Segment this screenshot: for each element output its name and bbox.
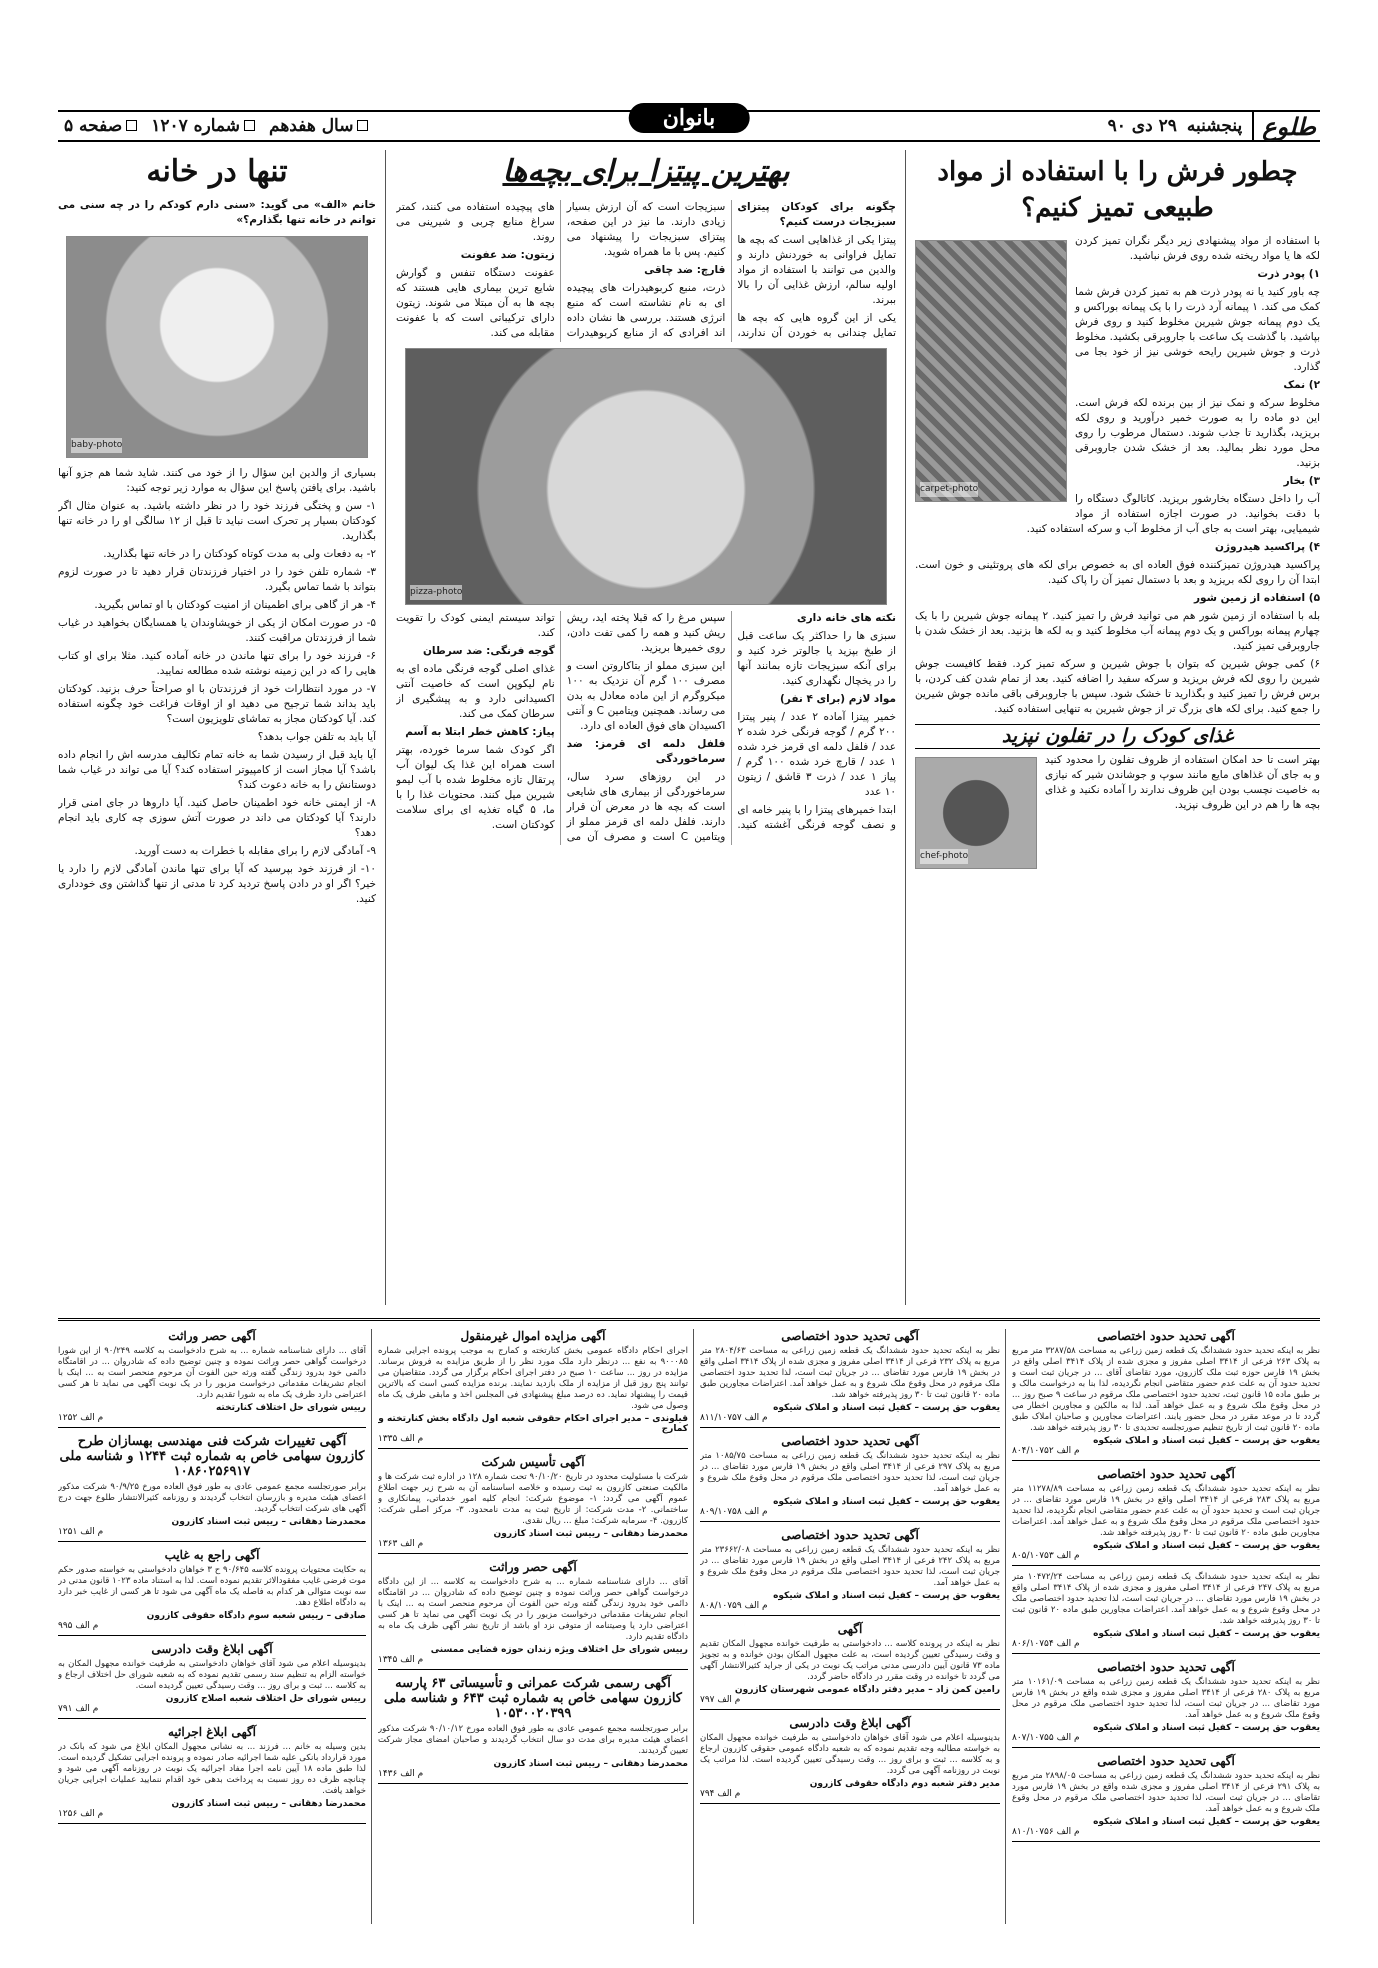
ad-signature: محمدرضا دهقانی – رییس ثبت اسناد کازرون — [493, 1529, 688, 1539]
ad-body: برابر صورتجلسه مجمع عمومی عادی به طور فوق العاده مورخ ۹۰/۱۰/۱۲ شرکت مذکور اعضای هیئت مدیره برای مدت دو سال انتخاب گردیدند و صاحبان امضای مجاز شرکت تعیین گردیدند. — [378, 1724, 688, 1756]
pizza-paragraph: ذرت، منبع کربوهیدرات های پیچیده ای به نام نشاسته است که منبع انرژی هستند. بررسی ها نشان داده اند افرادی که از منابع کربوهیدرات های پیچیده استفاده می کنند، کمتر سراغ منابع چربی و شیرینی می روند. — [396, 201, 726, 339]
ad-body: آقای ... دارای شناسنامه شماره ... به شرح دادخواست به کلاسه ۹۰/۲۴۹ از این شورا درخواست گواهی حصر وراثت نموده و چنین توضیح داده که شادروان ... در اقامتگاه دائمی خود بدرود زندگی گفته ورثه حین الفوت آن مرحوم منحصر است به ... اینک با انجام تشریفات مقدماتی درخواست مزبور را در یک نوبت آگهی می نماید تا هر کسی اعتراضی دارد ظرف یک ماه به شورا تقدیم دارد. — [58, 1346, 366, 1400]
ad-code: م الف ۸۰۶/۱۰۷۵۴ — [1012, 1639, 1080, 1649]
masthead-day: پنجشنبه — [1186, 116, 1243, 136]
ad-signature: رییس شورای حل اختلاف ویژه زندان حوزه قضایی ممسنی — [430, 1645, 688, 1655]
column-rule — [371, 1329, 372, 1924]
masthead-page — [64, 116, 137, 136]
ad-code: م الف ۸۱۱/۱۰۷۵۷ — [700, 1413, 768, 1423]
pizza-paragraph: این سبزی مملو از بتاکاروتن است و مصرف ۱۰۰ گرم آن نزدیک به ۱۰۰ میکروگرم از این ماده معادل به بدن می رساند. همچنین ویتامین C و آنتی اکسیدان های فوق العاده ای دارد. — [566, 660, 726, 732]
pizza-title: بهترین پیتزا برای بچه‌ها — [502, 154, 790, 189]
pizza-paragraph: قارچ: ضد چاقی — [644, 264, 726, 276]
alone-paragraph: ۵- در صورت امکان از یکی از خویشاوندان یا همسایگان بخواهید در غیاب شما از فرزندتان مراقبت کنند. — [58, 617, 376, 644]
column-rule — [905, 150, 906, 1305]
ad-code: م الف ۸۰۵/۱۰۷۵۳ — [1012, 1551, 1080, 1561]
ad-title: آگهی ابلاغ وقت دادرسی — [151, 1642, 273, 1656]
square-icon — [357, 120, 368, 131]
paper-logo: طلوع — [1252, 112, 1316, 141]
alone-paragraph: ۸- از ایمنی خانه خود اطمینان حاصل کنید. آیا داروها در جای امنی قرار دارند؟ آیا کودکتان می داند در صورت آتش سوزی چه کاری باید انجام دهد؟ — [58, 797, 376, 839]
alone-paragraph: بسیاری از والدین این سؤال را از خود می کنند. شاید شما هم جزو آنها باشید. برای یافتن پاسخ این سؤال به موارد زیر توجه کنید: — [58, 467, 376, 494]
masthead-right — [1108, 112, 1320, 141]
ad-signature: قیلوندی – مدیر اجرای احکام حقوقی شعبه اول دادگاه بخش کنارتخته و کمارج — [378, 1414, 688, 1434]
ad-signature: محمدرضا دهقانی – رییس ثبت اسناد کازرون — [171, 1517, 366, 1527]
ad-signature: رامین کمن زاد – مدیر دفتر دادگاه عمومی شهرستان کازرون — [734, 1685, 1000, 1695]
pizza-paragraph: گوجه فرنگی: ضد سرطان — [422, 645, 555, 657]
carpet-photo — [915, 240, 1067, 502]
carpet-paragraph: با استفاده از مواد پیشنهادی زیر دیگر نگران تمیز کردن لکه ها یا مواد ریخته شده روی فرش نباشید. — [1075, 235, 1320, 262]
masthead-year — [269, 116, 368, 136]
ad-title: آگهی تحدید حدود اختصاصی — [1097, 1660, 1235, 1674]
classified-ads — [58, 1318, 1320, 1931]
ad-code: م الف ۱۳۴۵ — [378, 1655, 424, 1665]
ad-title: آگهی ابلاغ وقت دادرسی — [789, 1716, 911, 1730]
pizza-paragraph: غذای اصلی گوجه فرنگی ماده ای به نام لیکوپن است که خاصیت آنتی اکسیدانی دارد و به پیشگیری از سرطان کمک می کند. — [396, 663, 555, 720]
pizza-paragraph: پیتزا یکی از غذاهایی است که بچه ها تمایل فراوانی به خوردنش دارند و والدین می توانند با استفاده از مواد اولیه سالم، ارزش غذایی آن را بالا ببرند. — [737, 234, 896, 306]
year-label: سال هفدهم — [269, 116, 354, 136]
ad-item — [1012, 1467, 1320, 1566]
column-rule — [693, 1329, 694, 1924]
pizza-photo-label: pizza-photo — [410, 585, 462, 600]
carpet-paragraph: ۳) بخار — [1283, 475, 1320, 487]
pizza-paragraph: سبزی ها را حداکثر یک ساعت قبل از طبخ بپزید یا جالوتر خرد کنید و برای آنکه سبزیجات تازه بمانند آنها را در یخچال نگهداری کنید. — [737, 630, 896, 687]
chef-photo — [915, 757, 1037, 869]
ad-body: نظر به اینکه تحدید حدود ششدانگ یک قطعه زمین زراعی به مساحت ۱۱۲۷۸/۸۹ متر مربع به پلاک ۲۸۳ فرعی از ۳۴۱۴ اصلی واقع در بخش ۱۹ فارس مورد تقاضای ... در جریان ثبت است و تحدید حدود آن به علت عدم حضور متقاضی انجام نگردیده، لذا تحدید حدود اختصاصی ملک مرقوم در محل وقوع ملک شروع و به عمل خواهد آمد. اعتراضات مجاورین طبق ماده ۲۰ قانون ثبت تا ۳۰ روز پذیرفته خواهد شد. — [1012, 1484, 1320, 1538]
alone-paragraph: ۱۰- از فرزند خود بپرسید که آیا برای تنها ماندن آمادگی لازم را دارد یا خیر؟ اگر او در دادن پاسخ تردید کرد تا مدتی از تنها گذاشتن وی خودداری کنید. — [58, 863, 376, 905]
ad-code: م الف ۱۲۵۲ — [58, 1413, 104, 1423]
ad-item — [378, 1455, 688, 1554]
ad-body: به حکایت محتویات پرونده کلاسه ۹۰/۶۴۵ ح ۳ خواهان دادخواستی به خواسته صدور حکم موت فرضی غایب مفقودالاثر تقدیم نموده است. لذا به استناد ماده ۱۰۲۳ قانون مدنی در سه نوبت متوالی هر کدام به فاصله یک ماه آگهی می شود تا هر کسی از غایب خبر دارد به دادگاه اطلاع دهد. — [58, 1565, 366, 1608]
ad-title: آگهی تحدید حدود اختصاصی — [1097, 1754, 1235, 1768]
chef-photo-label: chef-photo — [920, 849, 968, 864]
square-icon — [244, 120, 255, 131]
pizza-paragraph: در این روزهای سرد سال، سرماخوردگی از بیماری های شایعی است که بچه ها در معرض آن قرار دارند. فلفل دلمه ای قرمز مملو از ویتامین C است و مصرف آن می تواند سیستم ایمنی کودک را تقویت کند. — [396, 612, 726, 843]
ad-title: آگهی تأسیس شرکت — [481, 1455, 585, 1469]
ad-item — [58, 1434, 366, 1542]
ad-item — [700, 1622, 1000, 1710]
ad-title: آگهی تحدید حدود اختصاصی — [1097, 1329, 1235, 1343]
ad-title: آگهی تحدید حدود اختصاصی — [781, 1528, 919, 1542]
ad-item — [378, 1329, 688, 1449]
ad-signature: محمدرضا دهقانی – رییس ثبت اسناد کازرون — [493, 1759, 688, 1769]
ad-code: م الف ۸۰۴/۱۰۷۵۲ — [1012, 1446, 1080, 1456]
pizza-paragraph: اگر کودک شما سرما خورده، بهتر است همراه این غذا یک لیوان آب پرتقال تازه مخلوط شده با آب لیمو شیرین میل کنند. محتویات غذا را با ما، ۵ گیاه تغذیه ای برای سلامت کودکتان است. — [396, 744, 555, 831]
teflon-text: بهتر است تا حد امکان استفاده از ظروف تفلون را محدود کنید و به جای آن غذاهای مایع مانند سوپ و جوشاندن شیر که نیازی به خاصیت نچسب بودن این ظروف ندارند را آماده نکنید و غذای بچه ها را هم در این ظروف نپزید. — [1045, 754, 1320, 811]
ad-code: م الف ۱۲۵۱ — [58, 1527, 104, 1537]
ad-item — [700, 1528, 1000, 1616]
ad-item — [58, 1642, 366, 1719]
pizza-paragraph: چگونه برای کودکان پیتزای سبزیجات درست کنیم؟ — [737, 201, 896, 228]
ad-body: نظر به اینکه تحدید حدود ششدانگ یک قطعه زمین زراعی به مساحت ۳۲۸۷/۵۸ متر مربع به پلاک ۲۶۳ فرعی از ۳۴۱۴ اصلی مفروز و مجزی شده از پلاک ۳۴۱۴ اصلی واقع در بخش ۱۹ فارس حوزه ثبت ملک کازرون، مورد تقاضای آقای ... در جریان ثبت است و تحدید حدود آن به علت عدم حضور متقاضی انجام نگردیده، لذا بنا به درخواست مالک و بر طبق ماده ۱۵ قانون ثبت، تحدید حدود اختصاصی ملک مرقوم در ساعت ۹ صبح روز ... در محل وقوع ملک شروع و به عمل خواهد آمد. لذا به مالکین و مجاورین اخطار می گردد تا در موعد مقرر در محل حضور یابند. اعتراضات مجاورین و صاحبان املاک طبق ماده ۲۰ قانون ثبت از تاریخ تنظیم صورتجلسه تحدیدی تا ۳۰ روز پذیرفته خواهد شد. — [1012, 1346, 1320, 1433]
carpet-paragraph: ۱) پودر ذرت — [1257, 268, 1320, 280]
ad-signature: یعقوب حق پرست – کفیل ثبت اسناد و املاک شیکوه — [773, 1403, 1000, 1413]
column-rule — [1005, 1329, 1006, 1924]
carpet-paragraph: بله با استفاده از زمین شور هم می توانید فرش را تمیز کنید. ۲ پیمانه جوش شیرین را با یک چهارم پیمانه بوراکس و یک دوم پیمانه آب مخلوط کنید و به لکه ها بزنید. بعد از خشک شدن با جاروبرقی تمیز کنید. — [915, 610, 1320, 652]
pizza-paragraph: خمیر پیتزا آماده ۲ عدد / پنیر پیتزا ۲۰۰ گرم / گوجه فرنگی خرد شده ۲ عدد / فلفل دلمه ای قرمز خرد شده ۱ عدد / قارچ خرد شده ۱۰۰ گرم / پیاز ۱ عدد / ذرت ۳ قاشق / زیتون ۱۰ عدد — [737, 711, 896, 798]
ad-code: م الف ۸۰۸/۱۰۷۵۹ — [700, 1601, 768, 1611]
ad-title: آگهی ابلاغ اجرائیه — [167, 1725, 257, 1739]
ad-body: نظر به اینکه تحدید حدود ششدانگ یک قطعه زمین زراعی به مساحت ۱۰۱۶۱/۰۹ متر مربع به پلاک ۲۸۰ فرعی از ۳۴۱۴ اصلی مفروز و مجزی شده واقع در بخش ۱۹ فارس مورد تقاضای ... در جریان ثبت است، لذا تحدید حدود اختصاصی ملک مرقوم در محل وقوع ملک شروع و به عمل خواهد آمد. — [1012, 1677, 1320, 1720]
ad-signature: مدیر دفتر شعبه دوم دادگاه حقوقی کازرون — [809, 1779, 1000, 1789]
teflon-title: غذای کودک را در تفلون نپزید — [915, 724, 1320, 749]
ad-title: آگهی تحدید حدود اختصاصی — [1097, 1467, 1235, 1481]
ad-title: آگهی راجع به غایب — [164, 1548, 260, 1562]
ad-body: برابر صورتجلسه مجمع عمومی عادی به طور فوق العاده مورخ ۹۰/۹/۲۵ شرکت مذکور اعضای هیئت مدیره و بازرسان انتخاب گردیدند و روزنامه کثیرالانتشار طلوع جهت درج آگهی های شرکت انتخاب گردید. — [58, 1482, 366, 1514]
ad-body: نظر به اینکه تحدید حدود ششدانگ یک قطعه زمین زراعی به مساحت ۱۰۸۵/۷۵ متر مربع به پلاک ۲۹۷ فرعی از ۳۴۱۴ اصلی واقع در بخش ۱۹ فارس مورد تقاضای ... در جریان ثبت است، لذا تحدید حدود اختصاصی ملک مرقوم در محل وقوع ملک شروع و به عمل خواهد آمد. — [700, 1451, 1000, 1494]
ad-signature: یعقوب حق پرست – کفیل ثبت اسناد و املاک شیکوه — [1093, 1723, 1320, 1733]
ad-code: م الف ۱۳۶۳ — [378, 1539, 424, 1549]
ad-item — [700, 1329, 1000, 1428]
alone-intro: خانم «الف» می گوید: «سنی دارم کودکم را در چه سنی می توانم در خانه تنها بگذارم؟» — [58, 199, 376, 226]
ad-item — [1012, 1329, 1320, 1461]
alone-paragraph: ۹- آمادگی لازم را برای مقابله با خطرات به دست آورید. — [134, 845, 376, 857]
ad-item — [58, 1725, 366, 1824]
ad-code: م الف ۸۰۹/۱۰۷۵۸ — [700, 1507, 768, 1517]
ad-body: اجرای احکام دادگاه عمومی بخش کنارتخته و کمارج به موجب پرونده اجرایی شماره ۹۰۰۰۸۵ به نفع ... درنظر دارد ملک مورد نظر را از طریق مزایده به فروش برساند. مزایده در روز ... ساعت ۱۰ صبح در دفتر اجرای احکام برگزار می گردد. متقاضیان می توانند پنج روز قبل از مزایده از ملک بازدید نمایند. برنده مزایده کسی است که بالاترین قیمت را پیشنهاد نماید. ده درصد مبلغ پیشنهادی فی المجلس اخذ و مابقی ظرف یک ماه وصول می شود. — [378, 1346, 688, 1411]
ad-item — [700, 1434, 1000, 1522]
ad-body: نظر به اینکه تحدید حدود ششدانگ یک قطعه زمین زراعی به مساحت ۱۰۴۷۲/۲۴ متر مربع به پلاک ۲۴۷ فرعی از ۳۴۱۴ اصلی مفروز و مجزی شده از پلاک ۳۴۱۴ اصلی واقع در بخش ۱۹ فارس مورد تقاضای ... در جریان ثبت است، لذا تحدید حدود اختصاصی ملک در محل وقوع شروع و به عمل خواهد آمد. اعتراضات مجاورین طبق ماده ۲۰ قانون ثبت تا ۳۰ روز پذیرفته خواهد شد. — [1012, 1572, 1320, 1626]
ad-item — [700, 1716, 1000, 1804]
ad-body: نظر به اینکه در پرونده کلاسه ... دادخواستی به طرفیت خوانده مجهول المکان تقدیم و وقت رسیدگی تعیین گردیده است، به علت مجهول المکان بودن خوانده و به تجویز ماده ۷۳ قانون آیین دادرسی مدنی مراتب یک نوبت در یکی از جراید کثیرالانتشار آگهی می گردد تا خوانده در وقت مقرر در دادگاه حاضر گردد. — [700, 1639, 1000, 1682]
square-icon — [126, 120, 137, 131]
ad-item — [1012, 1572, 1320, 1654]
carpet-photo-label: carpet-photo — [920, 482, 978, 497]
carpet-title: چطور فرش را با استفاده از مواد طبیعی تمیز کنیم؟ — [937, 157, 1298, 223]
masthead-left — [58, 116, 368, 136]
pizza-paragraph: یکی از این گروه هایی که بچه ها تمایل چندانی به خوردن آن ندارند، سبزیجات است که آن ارزش بسیار زیادی دارند. ما نیز در این صفحه، پیتزای سبزیجات را پیشنهاد می کنیم. پس با ما همراه شوید. — [566, 201, 896, 339]
ad-body: بدینوسیله اعلام می شود آقای خواهان دادخواستی به طرفیت خوانده مجهول المکان به خواسته الزام به تنظیم سند رسمی تقدیم نموده که به شعبه شورای حل اختلاف ارجاع و به کلاسه ... ثبت و برای روز ... وقت رسیدگی تعیین گردیده است. — [58, 1659, 366, 1691]
ad-body: بدین وسیله به خانم ... فرزند ... به نشانی مجهول المکان ابلاغ می شود که بانک در مورد قرارداد بانکی علیه شما اجرائیه صادر نموده و پرونده اجرایی تشکیل گردیده است. لذا طبق ماده ۱۸ آیین نامه اجرا مفاد اجرائیه یک نوبت در روزنامه آگهی می شود و چنانچه ظرف ده روز نسبت به پرداخت بدهی خود اقدام ننمایید عملیات اجرایی جریان خواهد یافت. — [58, 1742, 366, 1796]
alone-title: تنها در خانه — [146, 154, 288, 189]
ad-body: نظر به اینکه تحدید حدود ششدانگ یک قطعه زمین زراعی به مساحت ۲۸۹۸/۰۵ متر مربع به پلاک ۲۹۱ فرعی از ۳۴۱۴ اصلی مفروز و مجزی شده واقع در بخش ۱۹ فارس مورد تقاضای ... در جریان ثبت است، لذا تحدید حدود اختصاصی ملک مرقوم در محل وقوع ملک شروع و به عمل خواهد آمد. — [1012, 1771, 1320, 1814]
pizza-body-bottom — [396, 611, 896, 845]
ad-signature: رییس شورای حل اختلاف کنارتخته — [215, 1403, 366, 1413]
alone-paragraph: آیا باید به تلفن جواب بدهد؟ — [257, 731, 376, 743]
masthead-issue — [151, 116, 255, 136]
carpet-paragraph: پراکسید هیدروژن تمیزکننده فوق العاده ای به خصوص برای لکه های پروتئینی و خون است. ابتدا آن را روی لکه بریزید و بعد با دستمال تمیز آن را پاک کنید. — [915, 559, 1320, 586]
carpet-paragraph: ۶) کمی جوش شیرین که بتوان با جوش شیرین و سرکه تمیز کرد. فقط کافیست جوش شیرین را روی لکه فرش بریزید و سرکه سفید را اضافه کنید. بعد از تمام شدن کف کردن، با برس فرش را تمیز کنید و بگذارید تا خشک شود. سپس با جاروبرقی باقی مانده جوش شیرین را جمع کنید. برای لکه های بزرگ تر از جوش شیرین به تنهایی استفاده کنید. — [915, 658, 1320, 715]
ad-item — [58, 1329, 366, 1428]
ad-title: آگهی تغییرات شرکت فنی مهندسی بهسازان طرح کازرون سهامی خاص به شماره ثبت ۱۲۴۴ و شناسه ملی ۱۰۸۶۰۲۵۶۹۱۷ — [59, 1434, 365, 1479]
carpet-paragraph: چه باور کنید یا نه پودر ذرت هم به تمیز کردن فرش شما کمک می کند. ۱ پیمانه آرد ذرت را با یک پیمانه بوراکس و یک دوم پیمانه جوش شیرین مخلوط کنید و روی فرش بپاشید. با گذشت یک ساعت با جاروبرقی بکشید. مخلوط ذرت و جوش شیرین رایحه خوشی نیز از خود بجا می گذارد. — [1075, 286, 1320, 373]
ad-code: م الف ۷۹۱ — [58, 1704, 99, 1714]
ad-item — [378, 1676, 688, 1784]
ad-signature: صادقی – رییس شعبه سوم دادگاه حقوقی کازرون — [146, 1611, 366, 1621]
ad-body: آقای ... دارای شناسنامه شماره ... به شرح دادخواست به کلاسه ... از این دادگاه درخواست گواهی حصر وراثت نموده و چنین توضیح داده که شادروان ... در اقامتگاه دائمی خود بدرود زندگی گفته ورثه حین الفوت آن مرحوم منحصر است به ... اینک با انجام تشریفات مقدماتی درخواست مزبور را در یک نوبت آگهی می نماید تا هر کسی اعتراضی دارد یا وصیتنامه از متوفی نزد او باشد از تاریخ نشر آگهی ظرف یک ماه به دادگاه تقدیم دارد. — [378, 1577, 688, 1642]
ad-code: م الف ۱۳۳۵ — [378, 1434, 424, 1444]
carpet-paragraph: ۵) استفاده از زمین شور — [1193, 592, 1320, 604]
ad-code: م الف ۷۹۴ — [700, 1789, 741, 1799]
ad-title: آگهی حصر وراثت — [489, 1560, 577, 1574]
ad-item — [58, 1548, 366, 1636]
pizza-body-top — [396, 200, 896, 342]
ad-title: آگهی تحدید حدود اختصاصی — [781, 1329, 919, 1343]
pizza-paragraph: نکته های خانه داری — [797, 612, 896, 624]
ads-column-1 — [1012, 1329, 1320, 1924]
baby-photo — [66, 236, 368, 458]
ad-title: آگهی — [837, 1622, 863, 1636]
ads-column-4 — [58, 1329, 366, 1924]
ad-title: آگهی مزایده اموال غیرمنقول — [460, 1329, 606, 1343]
ad-signature: یعقوب حق پرست – کفیل ثبت اسناد و املاک شیکوه — [1093, 1817, 1320, 1827]
ad-signature: یعقوب حق پرست – کفیل ثبت اسناد و املاک شیکوه — [773, 1497, 1000, 1507]
ads-column-3 — [378, 1329, 688, 1924]
ad-signature: رییس شورای حل اختلاف شعبه اصلاح کازرون — [165, 1694, 366, 1704]
ad-signature: محمدرضا دهقانی – رییس ثبت اسناد کازرون — [171, 1799, 366, 1809]
pizza-column — [396, 150, 896, 1310]
pizza-paragraph: عفونت دستگاه تنفس و گوارش شایع ترین بیماری هایی هستند که بچه ها به آن مبتلا می شوند. زیتون دارای ترکیباتی است که با عفونت مقابله می کند. — [396, 267, 555, 339]
ad-code: م الف ۱۴۳۶ — [378, 1769, 424, 1779]
ad-signature: یعقوب حق پرست – کفیل ثبت اسناد و املاک شیکوه — [1093, 1541, 1320, 1551]
alone-paragraph: ۲- به دفعات ولی به مدت کوتاه کودکتان را در خانه تنها بگذارید. — [103, 548, 376, 560]
section-title: بانوان — [629, 103, 750, 133]
pizza-paragraph: پیاز: کاهش خطر ابتلا به آسم — [405, 726, 555, 738]
carpet-paragraph: مخلوط سرکه و نمک نیز از بین برنده لکه فرش است. این دو ماده را به صورت خمیر درآورید و روی لکه بریزید، بگذارید تا جذب شوند. دستمال مرطوب را روی محل مورد نظر بمالید. بعد از خشک شدن جاروبرقی بزنید. — [1075, 397, 1320, 469]
ad-signature: یعقوب حق پرست – کفیل ثبت اسناد و املاک شیکوه — [773, 1591, 1000, 1601]
ad-item — [1012, 1754, 1320, 1842]
masthead-date: ۲۹ دی ۹۰ — [1107, 116, 1177, 136]
ads-column-2 — [700, 1329, 1000, 1924]
ad-signature: یعقوب حق پرست – کفیل ثبت اسناد و املاک شیکوه — [1093, 1436, 1320, 1446]
carpet-paragraph: آب را داخل دستگاه بخارشور بریزید. کاتالوگ دستگاه را با دقت بخوانید. در صورت اجازه استفاده از مواد شیمیایی، بهتر است به جای آب از مخلوط آب و سرکه استفاده کنید. — [1026, 493, 1320, 535]
ad-code: م الف ۸۰۷/۱۰۷۵۵ — [1012, 1733, 1080, 1743]
pizza-paragraph: فلفل دلمه ای قرمز: ضد سرماخوردگی — [566, 738, 726, 765]
ad-signature: یعقوب حق پرست – کفیل ثبت اسناد و املاک شیکوه — [1093, 1629, 1320, 1639]
issue-label: شماره ۱۲۰۷ — [151, 116, 241, 136]
ad-code: م الف ۱۲۵۶ — [58, 1809, 104, 1819]
column-rule — [385, 150, 386, 1305]
alone-paragraph: ۶- فرزند خود را برای تنها ماندن در خانه آماده کنید. مثلا برای او کتاب هایی را که در این زمینه نوشته شده مطالعه نمایید. — [58, 650, 376, 677]
alone-paragraph: ۱- سن و پختگی فرزند خود را در نظر داشته باشید. به عنوان مثال اگر کودکتان بسیار پر تحرک است نباید تا قبل از ۱۲ سالگی او را در خانه تنها بگذارید. — [58, 500, 376, 542]
ad-title: آگهی حصر وراثت — [168, 1329, 256, 1343]
ad-title: آگهی تحدید حدود اختصاصی — [781, 1434, 919, 1448]
alone-paragraph: ۳- شماره تلفن خود را در اختیار فرزندتان قرار دهید تا در صورت لزوم بتواند با شما تماس بگیرد. — [58, 566, 376, 593]
ad-item — [1012, 1660, 1320, 1748]
alone-paragraph: آیا باید قبل از رسیدن شما به خانه تمام تکالیف مدرسه اش را انجام داده باشد؟ آیا مجاز است از کامپیوتر استفاده کند؟ آیا می تواند در غیاب شما دوستانش را به خانه دعوت کند؟ — [58, 749, 376, 791]
pizza-paragraph: زیتون: ضد عفونت — [460, 249, 555, 261]
carpet-paragraph: ۲) نمک — [1283, 379, 1320, 391]
ad-code: م الف ۹۹۵ — [58, 1621, 99, 1631]
ad-body: نظر به اینکه تحدید حدود ششدانگ یک قطعه زمین زراعی به مساحت ۲۸۰۴/۶۳ متر مربع به پلاک ۲۳۲ فرعی از ۳۴۱۴ اصلی مفروز و مجزی شده از پلاک ۳۴۱۴ اصلی واقع در بخش ۱۹ فارس مورد تقاضای ... در جریان ثبت است، لذا تحدید حدود اختصاصی ملک مرقوم در محل وقوع ملک شروع و به عمل خواهد آمد. اعتراضات مجاورین طبق ماده ۲۰ قانون ثبت تا ۳۰ روز پذیرفته خواهد شد. — [700, 1346, 1000, 1400]
pizza-paragraph: مواد لازم (برای ۴ نفر) — [779, 693, 896, 705]
carpet-paragraph: ۴) پراکسید هیدروژن — [1215, 541, 1320, 553]
alone-paragraph: ۴- هر از گاهی برای اطمینان از امنیت کودکتان با او تماس بگیرید. — [94, 599, 376, 611]
ad-item — [378, 1560, 688, 1670]
alone-column — [58, 150, 376, 1310]
ad-body: شرکت با مسئولیت محدود در تاریخ ۹۰/۱۰/۲۰ تحت شماره ۱۲۸ در اداره ثبت شرکت ها و مالکیت صنعتی کازرون به ثبت رسیده و خلاصه اساسنامه آن به شرح زیر جهت اطلاع عموم آگهی می گردد: ۱- موضوع شرکت: انجام کلیه امور خدماتی، پیمانکاری و ساختمانی. ۲- مدت شرکت: از تاریخ ثبت به مدت نامحدود. ۳- مرکز اصلی شرکت: کازرون. ۴- سرمایه شرکت: مبلغ ... ریال نقدی. — [378, 1472, 688, 1526]
ad-body: نظر به اینکه تحدید حدود ششدانگ یک قطعه زمین زراعی به مساحت ۲۳۶۶۲/۰۸ متر مربع به پلاک ۲۴۲ فرعی از ۳۴۱۴ اصلی واقع در بخش ۱۹ فارس مورد تقاضای ... در جریان ثبت است، لذا تحدید حدود اختصاصی ملک مرقوم در محل وقوع ملک شروع و به عمل خواهد آمد. — [700, 1545, 1000, 1588]
ad-title: آگهی رسمی شرکت عمرانی و تأسیساتی ۶۳ پارسه کازرون سهامی خاص به شماره ثبت ۶۴۳ و شناسه ملی ۱۰۵۳۰۰۲۰۳۹۹ — [384, 1676, 682, 1721]
ad-body: بدینوسیله اعلام می شود آقای خواهان دادخواستی به طرفیت خوانده مجهول المکان به خواسته مطالبه وجه تقدیم نموده که به شعبه دادگاه عمومی حقوقی کازرون ارجاع و به کلاسه ... ثبت و برای روز ... وقت رسیدگی تعیین گردیده است. لذا مراتب یک نوبت در روزنامه آگهی می گردد. — [700, 1733, 1000, 1776]
pizza-paragraph: ابتدا خمیرهای پیتزا را با پنیر خامه ای و نصف گوجه فرنگی آغشته کنید. سپس مرغ را که قبلا پخته اید، ریش ریش کنید و همه را کمی تفت دادن، روی خمیرها بریزید. — [566, 612, 896, 831]
page-label: صفحه ۵ — [64, 116, 123, 136]
pizza-photo — [405, 348, 887, 605]
alone-paragraph: ۷- در مورد انتظارات خود از فرزندتان با او صراحتاً حرف بزنید. کودکتان باید بداند شما ترجیح می دهید او از اوقات فراغت خود چگونه استفاده کند. آیا کودکتان مجاز به تماشای تلویزیون است؟ — [58, 683, 376, 725]
baby-photo-label: baby-photo — [71, 438, 122, 453]
masthead — [58, 105, 1320, 142]
carpet-column — [915, 150, 1320, 1310]
ad-code: م الف ۸۱۰/۱۰۷۵۶ — [1012, 1827, 1080, 1837]
ad-code: م الف ۷۹۷ — [700, 1695, 741, 1705]
